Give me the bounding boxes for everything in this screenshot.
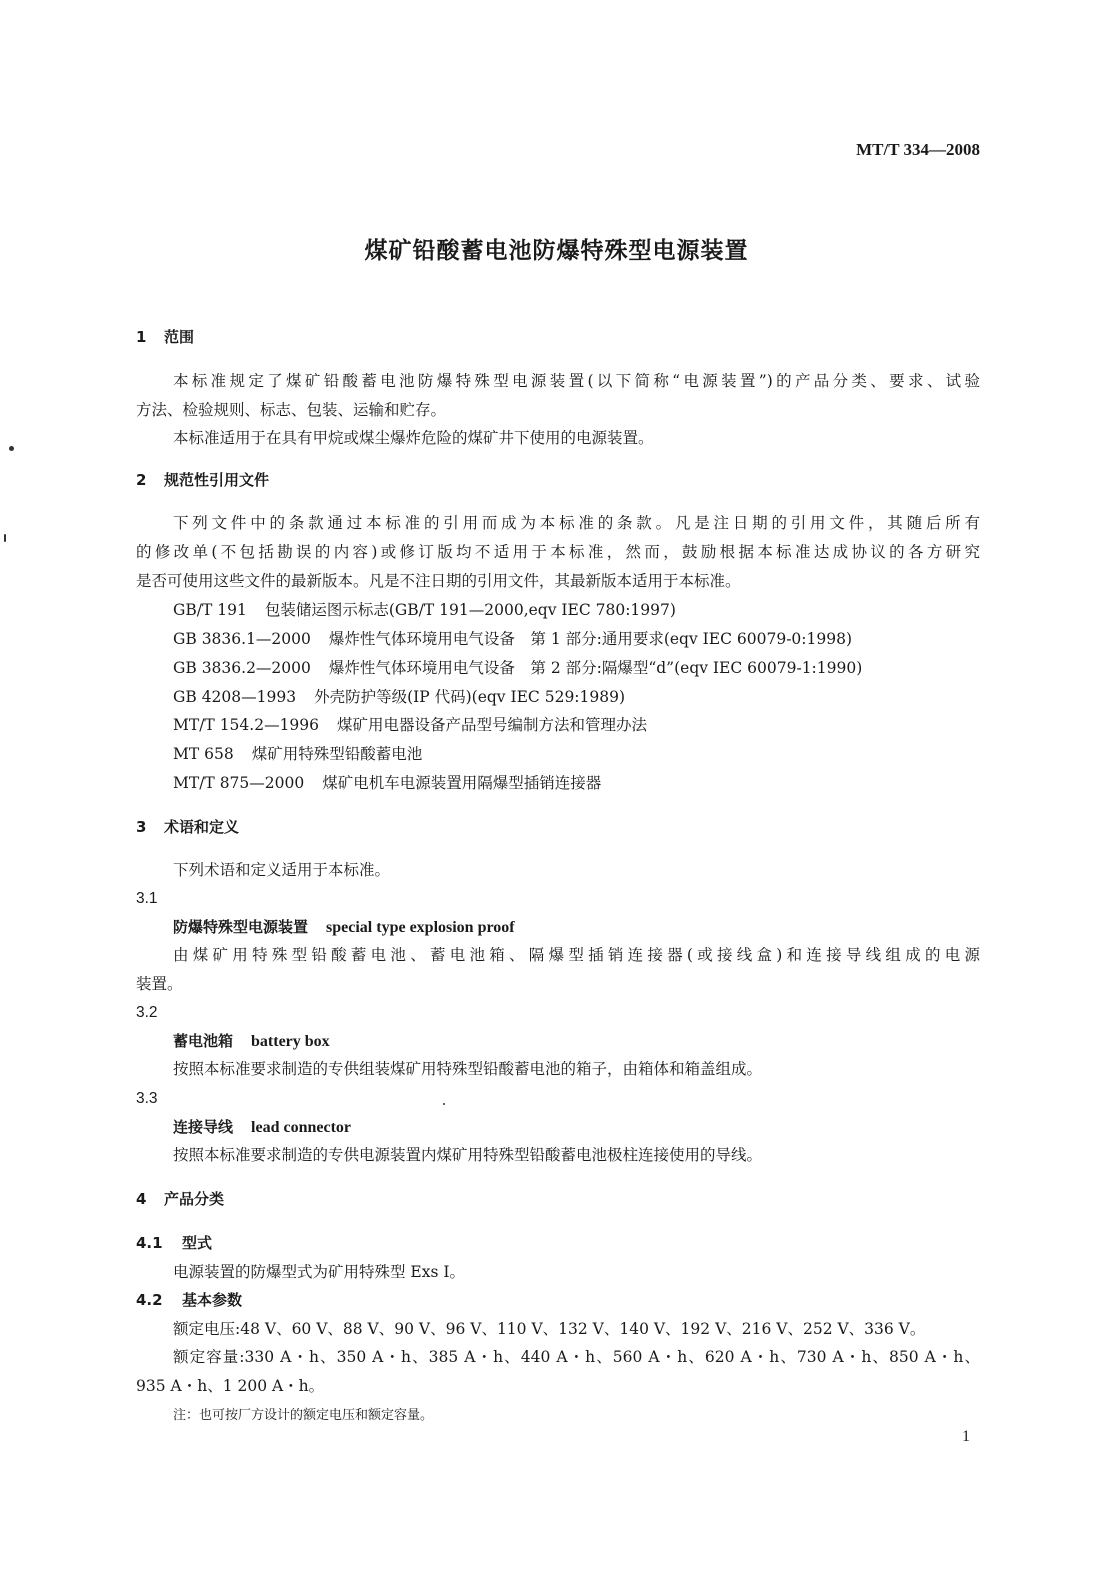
reference-title: 煤矿用特殊型铅酸蓄电池 [251, 745, 423, 763]
reference-title: 煤矿电机车电源装置用隔爆型插销连接器 [322, 774, 602, 792]
paragraph-line: 是否可使用这些文件的最新版本。凡是不注日期的引用文件，其最新版本适用于本标准。 [136, 572, 741, 590]
subsection-title: 型式 [182, 1234, 213, 1252]
definition-line: 装置。 [136, 975, 183, 993]
section-title: 术语和定义 [164, 818, 240, 836]
subsection-title: 基本参数 [182, 1291, 243, 1309]
term-number: 3.3 [136, 1090, 158, 1107]
rated-capacity-line: 额定容量:330 A・h、350 A・h、385 A・h、440 A・h、560 A・h、620 A・h、730 A・h、850 A・h、 [173, 1348, 980, 1366]
paragraph-line: 本标准规定了煤矿铅酸蓄电池防爆特殊型电源装置(以下简称“电源装置”)的产品分类、要求、试验 [173, 372, 980, 390]
term-entry [173, 917, 515, 938]
standard-code: MT/T 334—2008 [856, 140, 980, 159]
section-title: 范围 [164, 328, 195, 346]
paragraph: 本标准适用于在具有甲烷或煤尘爆炸危险的煤矿井下使用的电源装置。 [173, 429, 654, 447]
reference-title: 包装储运图示标志(GB/T 191—2000,eqv IEC 780:1997) [264, 601, 676, 619]
definition-line: 由煤矿用特殊型铅酸蓄电池、蓄电池箱、隔爆型插销连接器(或接线盒)和连接导线组成的电源 [173, 946, 980, 964]
subsection-number: 4.2 [136, 1291, 163, 1309]
reference-code: MT/T 875—2000 [173, 774, 305, 792]
term-chinese: 蓄电池箱 [173, 1032, 234, 1050]
subsection-number: 4.1 [136, 1234, 163, 1252]
reference-item [173, 687, 625, 707]
paragraph-line: 的修改单(不包括勘误的内容)或修订版均不适用于本标准，然而，鼓励根据本标准达成协议的各方研究 [136, 543, 980, 561]
section-3-heading [136, 817, 239, 837]
reference-code: MT 658 [173, 745, 234, 763]
term-english: lead connector [251, 1119, 351, 1136]
term-english: special type explosion proof [326, 919, 515, 936]
reference-title: 爆炸性气体环境用电气设备 第 2 部分:隔爆型“d”(eqv IEC 60079-1:1990) [328, 659, 863, 677]
subsection-4-1-heading [136, 1233, 212, 1253]
section-4-heading [136, 1189, 224, 1209]
section-title: 产品分类 [164, 1190, 225, 1208]
term-chinese: 连接导线 [173, 1118, 234, 1136]
reference-title: 外壳防护等级(IP 代码)(eqv IEC 529:1989) [314, 688, 626, 706]
section-number: 2 [136, 471, 147, 489]
definition-line: 按照本标准要求制造的专供电源装置内煤矿用特殊型铅酸蓄电池极柱连接使用的导线。 [173, 1146, 763, 1164]
reference-item [173, 744, 422, 764]
term-entry [173, 1031, 330, 1052]
rated-capacity-line: 935 A・h、1 200 A・h。 [136, 1377, 325, 1395]
reference-item [173, 715, 647, 735]
section-number: 4 [136, 1190, 147, 1208]
document-title: 煤矿铅酸蓄电池防爆特殊型电源装置 [364, 238, 749, 264]
paragraph-line: 下列文件中的条款通过本标准的引用而成为本标准的条款。凡是注日期的引用文件，其随后所有 [173, 514, 980, 532]
scan-speck [443, 1103, 445, 1105]
term-english: battery box [251, 1033, 330, 1050]
section-title: 规范性引用文件 [164, 471, 270, 489]
subsection-4-2-heading [136, 1290, 242, 1310]
term-number: 3.2 [136, 1004, 158, 1021]
reference-item [173, 773, 601, 793]
scan-speck [4, 534, 6, 542]
note: 注：也可按厂方设计的额定电压和额定容量。 [173, 1408, 434, 1423]
term-chinese: 防爆特殊型电源装置 [173, 918, 309, 936]
paragraph-line: 方法、检验规则、标志、包装、运输和贮存。 [136, 401, 447, 419]
scan-speck [9, 446, 14, 451]
paragraph: 下列术语和定义适用于本标准。 [173, 861, 391, 879]
reference-title: 煤矿用电器设备产品型号编制方法和管理办法 [337, 716, 648, 734]
reference-item [173, 600, 676, 620]
term-number: 3.1 [136, 890, 158, 907]
section-2-heading [136, 470, 269, 490]
reference-code: MT/T 154.2—1996 [173, 716, 320, 734]
term-entry [173, 1117, 351, 1138]
page-number: 1 [962, 1428, 970, 1445]
definition-line: 按照本标准要求制造的专供组装煤矿用特殊型铅酸蓄电池的箱子，由箱体和箱盖组成。 [173, 1060, 763, 1078]
reference-code: GB 3836.1—2000 [173, 630, 311, 648]
reference-item [173, 658, 862, 678]
reference-code: GB/T 191 [173, 601, 247, 619]
reference-code: GB 4208—1993 [173, 688, 297, 706]
section-number: 1 [136, 328, 147, 346]
section-1-heading [136, 327, 194, 347]
paragraph: 电源装置的防爆型式为矿用特殊型 Exs Ⅰ。 [173, 1263, 465, 1281]
rated-voltage-line: 额定电压:48 V、60 V、88 V、90 V、96 V、110 V、132 V、140 V、192 V、216 V、252 V、336 V。 [173, 1320, 926, 1338]
reference-item [173, 629, 852, 649]
section-number: 3 [136, 818, 147, 836]
reference-code: GB 3836.2—2000 [173, 659, 311, 677]
reference-title: 爆炸性气体环境用电气设备 第 1 部分:通用要求(eqv IEC 60079-0:1998) [328, 630, 853, 648]
